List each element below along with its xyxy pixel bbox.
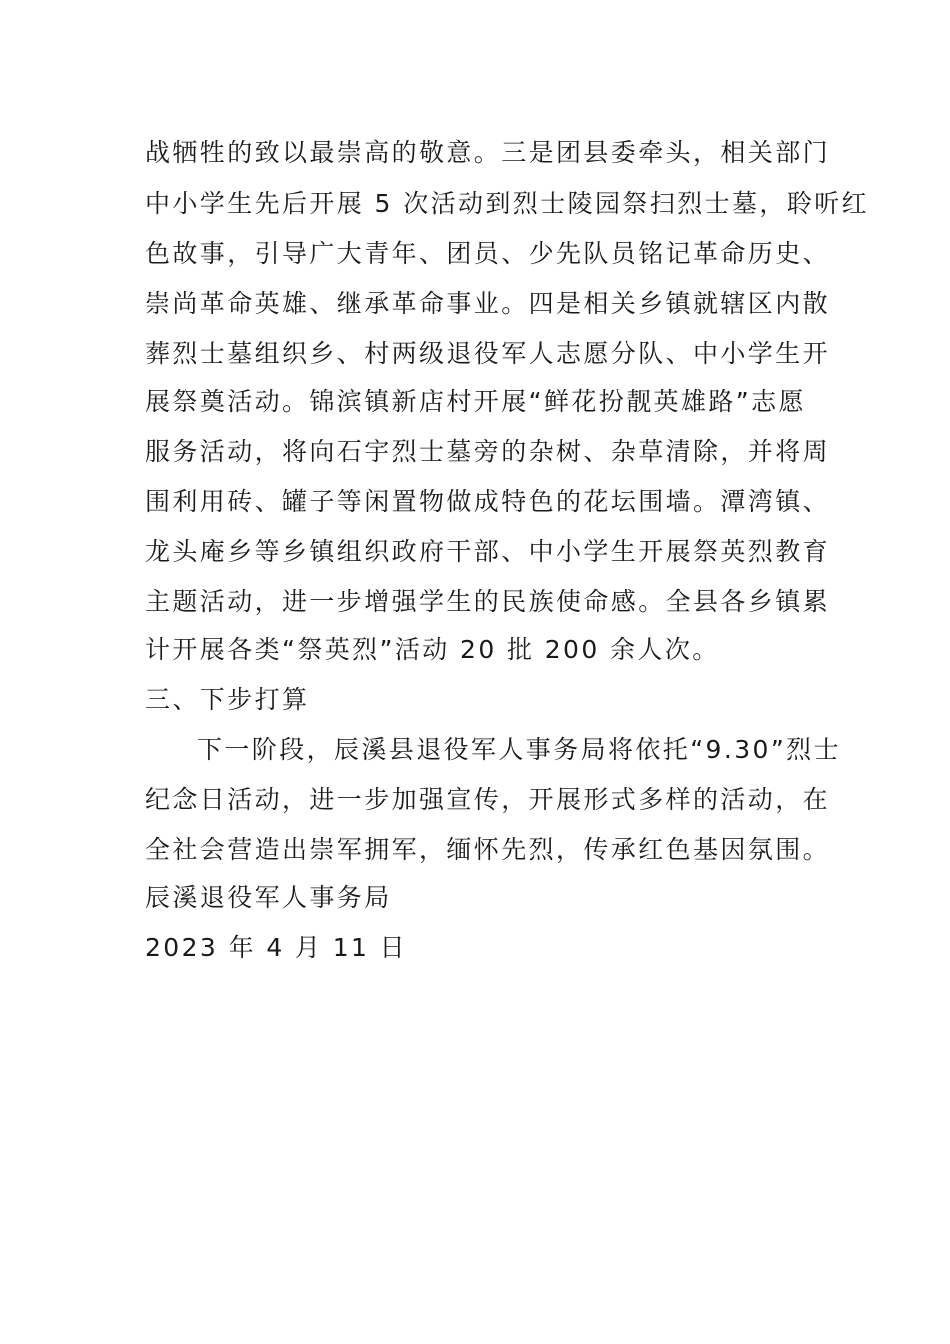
body-line-6: 展祭奠活动。锦滨镇新店村开展“鲜花扮靓英雄路”志愿 <box>145 387 806 416</box>
section-heading: 三、下步打算 <box>145 685 310 714</box>
date: 2023 年 4 月 11 日 <box>145 933 408 962</box>
body-line-7: 服务活动，将向石宇烈士墓旁的杂树、杂草清除，并将周 <box>145 437 831 466</box>
body-line-9: 龙头庵乡等乡镇组织政府干部、中小学生开展祭英烈教育 <box>145 537 831 566</box>
next-steps-line-1: 下一阶段，辰溪县退役军人事务局将依托“9.30”烈士 <box>197 735 841 764</box>
body-line-10: 主题活动，进一步增强学生的民族使命感。全县各乡镇累 <box>145 587 831 616</box>
body-line-2: 中小学生先后开展 5 次活动到烈士陵园祭扫烈士墓，聆听红 <box>145 189 870 218</box>
body-line-4: 崇尚革命英雄、继承革命事业。四是相关乡镇就辖区内散 <box>145 289 831 318</box>
next-steps-line-2: 纪念日活动，进一步加强宣传，开展形式多样的活动，在 <box>145 785 831 814</box>
body-line-3: 色故事，引导广大青年、团员、少先队员铭记革命历史、 <box>145 239 831 268</box>
body-line-11: 计开展各类“祭英烈”活动 20 批 200 余人次。 <box>145 635 720 664</box>
next-steps-line-3: 全社会营造出崇军拥军，缅怀先烈，传承红色基因氛围。 <box>145 835 831 864</box>
body-line-1: 战牺牲的致以最崇高的敬意。三是团县委牵头，相关部门 <box>145 138 831 167</box>
body-line-5: 葬烈士墓组织乡、村两级退役军人志愿分队、中小学生开 <box>145 339 831 368</box>
body-line-8: 围利用砖、罐子等闲置物做成特色的花坛围墙。潭湾镇、 <box>145 487 831 516</box>
signature: 辰溪退役军人事务局 <box>145 883 392 912</box>
